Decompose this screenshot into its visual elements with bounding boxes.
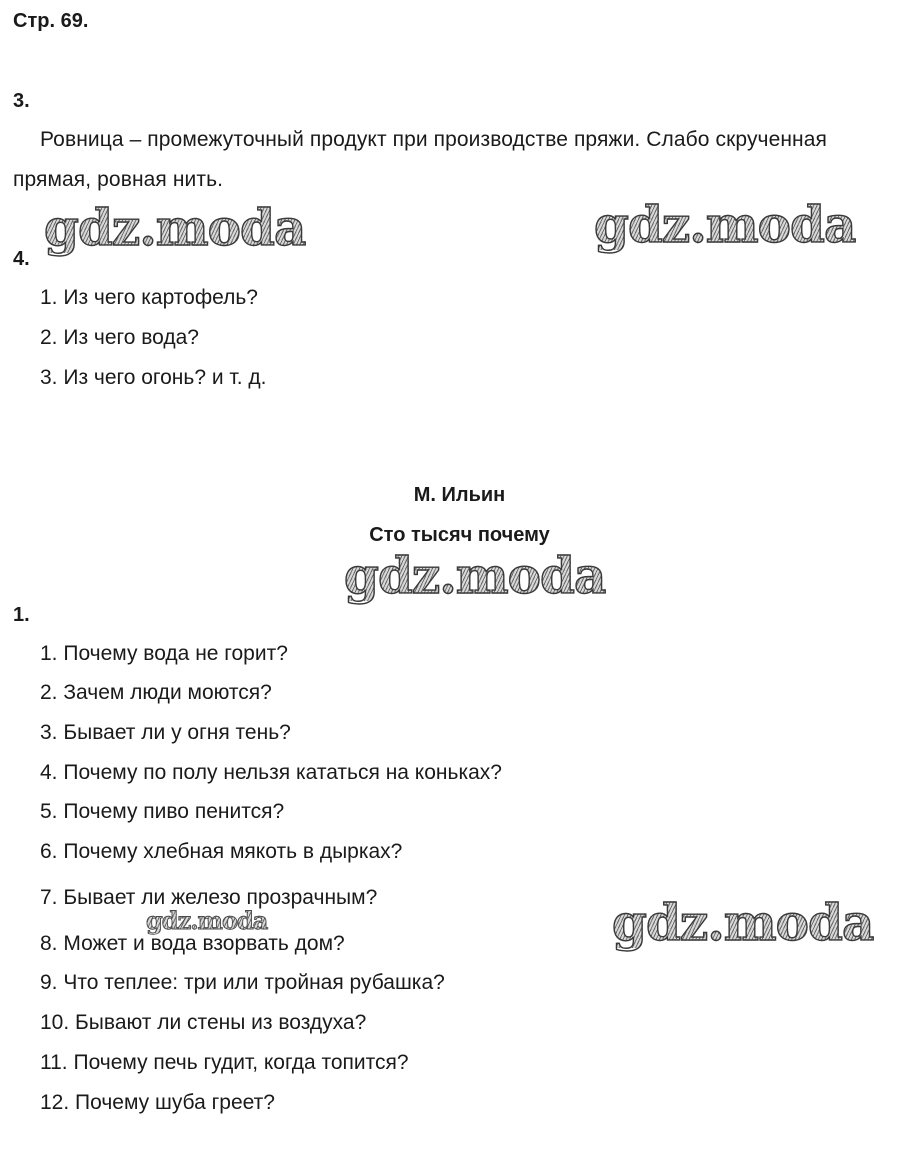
task-1-item: 8. Может и вода взорвать дом? xyxy=(40,932,345,955)
task-1-item: 6. Почему хлебная мякоть в дырках? xyxy=(40,840,403,863)
task-1-item: 2. Зачем люди моются? xyxy=(40,681,272,704)
task-1-item: 9. Что теплее: три или тройная рубашка? xyxy=(40,971,445,994)
task-1-number: 1. xyxy=(13,604,30,626)
task-1-item: 10. Бывают ли стены из воздуха? xyxy=(40,1011,367,1034)
task-3-number: 3. xyxy=(13,90,30,112)
task-4-item: 3. Из чего огонь? и т. д. xyxy=(40,366,267,389)
watermark-logo: gdz.moda xyxy=(612,893,874,952)
task-1-item: 11. Почему печь гудит, когда топится? xyxy=(40,1051,409,1074)
task-3-paragraph-line-2: прямая, ровная нить. xyxy=(13,168,224,191)
section-author: М. Ильин xyxy=(413,484,506,506)
page-header: Стр. 69. xyxy=(13,10,89,32)
task-1-item: 3. Бывает ли у огня тень? xyxy=(40,721,291,744)
task-4-item: 2. Из чего вода? xyxy=(40,326,199,349)
section-title: Сто тысяч почему xyxy=(369,524,550,546)
task-4-number: 4. xyxy=(13,248,30,270)
task-1-item: 5. Почему пиво пенится? xyxy=(40,800,285,823)
watermark-logo: gdz.moda xyxy=(44,198,306,257)
task-3-paragraph-line-1: Ровница – промежуточный продукт при производстве пряжи. Слабо скрученная xyxy=(40,128,828,151)
watermark-logo-small: gdz.moda xyxy=(146,906,268,935)
task-4-item: 1. Из чего картофель? xyxy=(40,286,258,309)
watermark-logo: gdz.moda xyxy=(344,546,606,605)
task-1-item: 4. Почему по полу нельзя кататься на коньках? xyxy=(40,761,502,784)
task-1-item: 1. Почему вода не горит? xyxy=(40,642,288,665)
watermark-logo: gdz.moda xyxy=(594,195,856,254)
task-1-item: 7. Бывает ли железо прозрачным? xyxy=(40,886,378,909)
task-1-item: 12. Почему шуба греет? xyxy=(40,1091,275,1114)
